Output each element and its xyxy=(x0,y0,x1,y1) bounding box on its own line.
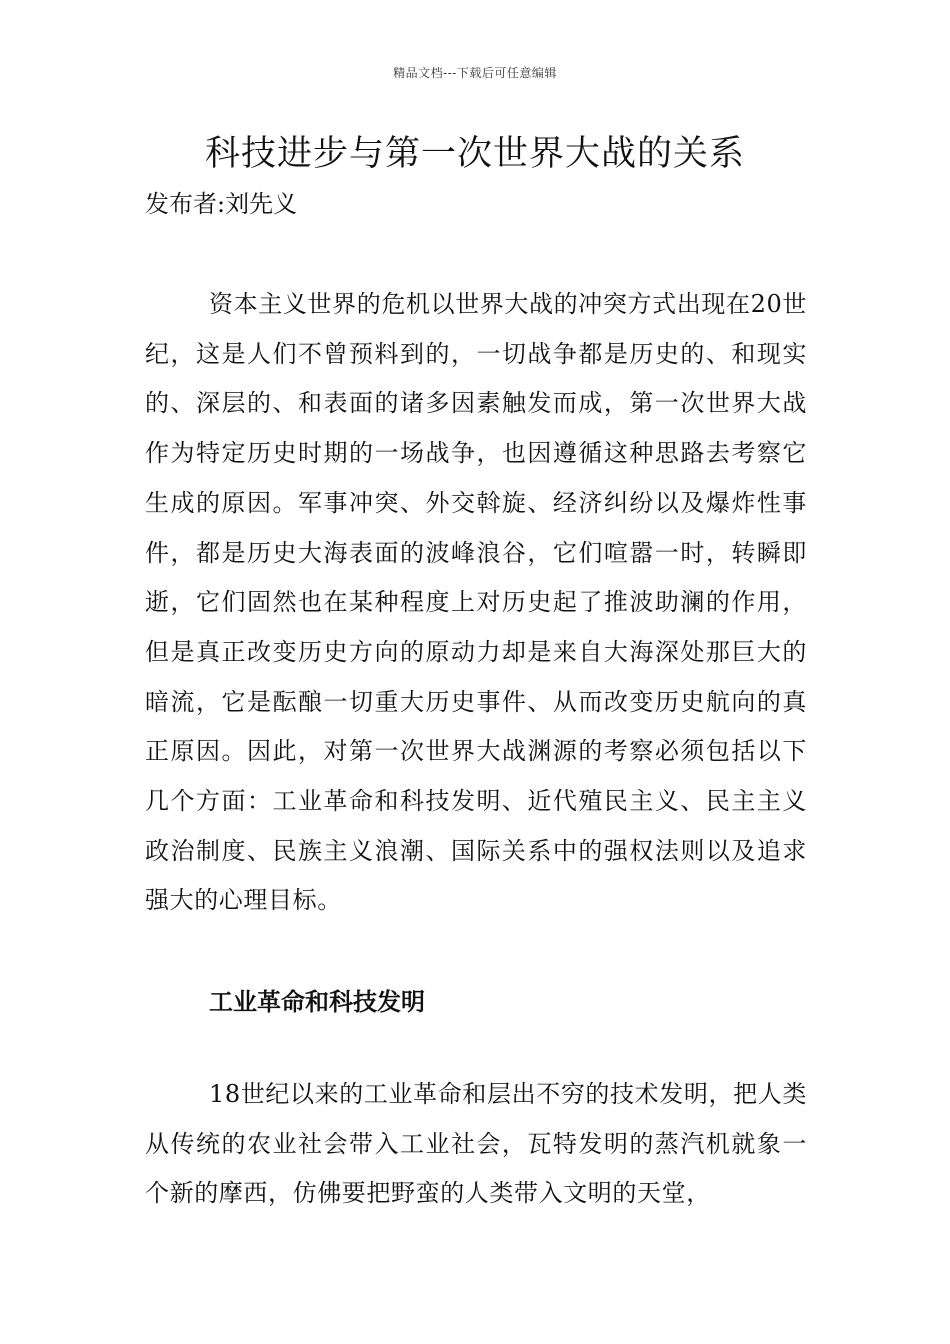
document-title: 科技进步与第一次世界大战的关系 xyxy=(204,134,745,174)
paragraph-intro: 资本主义世界的危机以世界大战的冲突方式出现在20世纪，这是人们不曾预料到的，一切战争都是历史的、和现实的、深层的、和表面的诸多因素触发而成，第一次世界大战作为特定历史时期的一场战争，也因遵循这种思路去考察它生成的原因。军事冲突、外交斡旋、经济纠纷以及爆炸性事件，都是历史大海表面的波峰浪谷，它们喧嚣一时，转瞬即逝，它们固然也在某种程度上对历史起了推波助澜的作用，但是真正改变历史方向的原动力却是来自大海深处那巨大的暗流，它是酝酿一切重大历史事件、从而改变历史航向的真正原因。因此，对第一次世界大战渊源的考察必须包括以下几个方面：工业革命和科技发明、近代殖民主义、民主主义政治制度、民族主义浪潮、国际关系中的强权法则以及追求强大的心理目标。 xyxy=(145,290,807,915)
paragraph-industrial-revolution: 18世纪以来的工业革命和层出不穷的技术发明，把人类从传统的农业社会带入工业社会，瓦特发明的蒸汽机就象一个新的摩西，仿佛要把野蛮的人类带入文明的天堂， xyxy=(145,1080,807,1208)
section-heading: 工业革命和科技发明 xyxy=(209,987,425,1016)
header-note: 精品文档---下载后可任意编辑 xyxy=(393,66,557,80)
publisher-line: 发布者:刘先义 xyxy=(145,190,298,218)
